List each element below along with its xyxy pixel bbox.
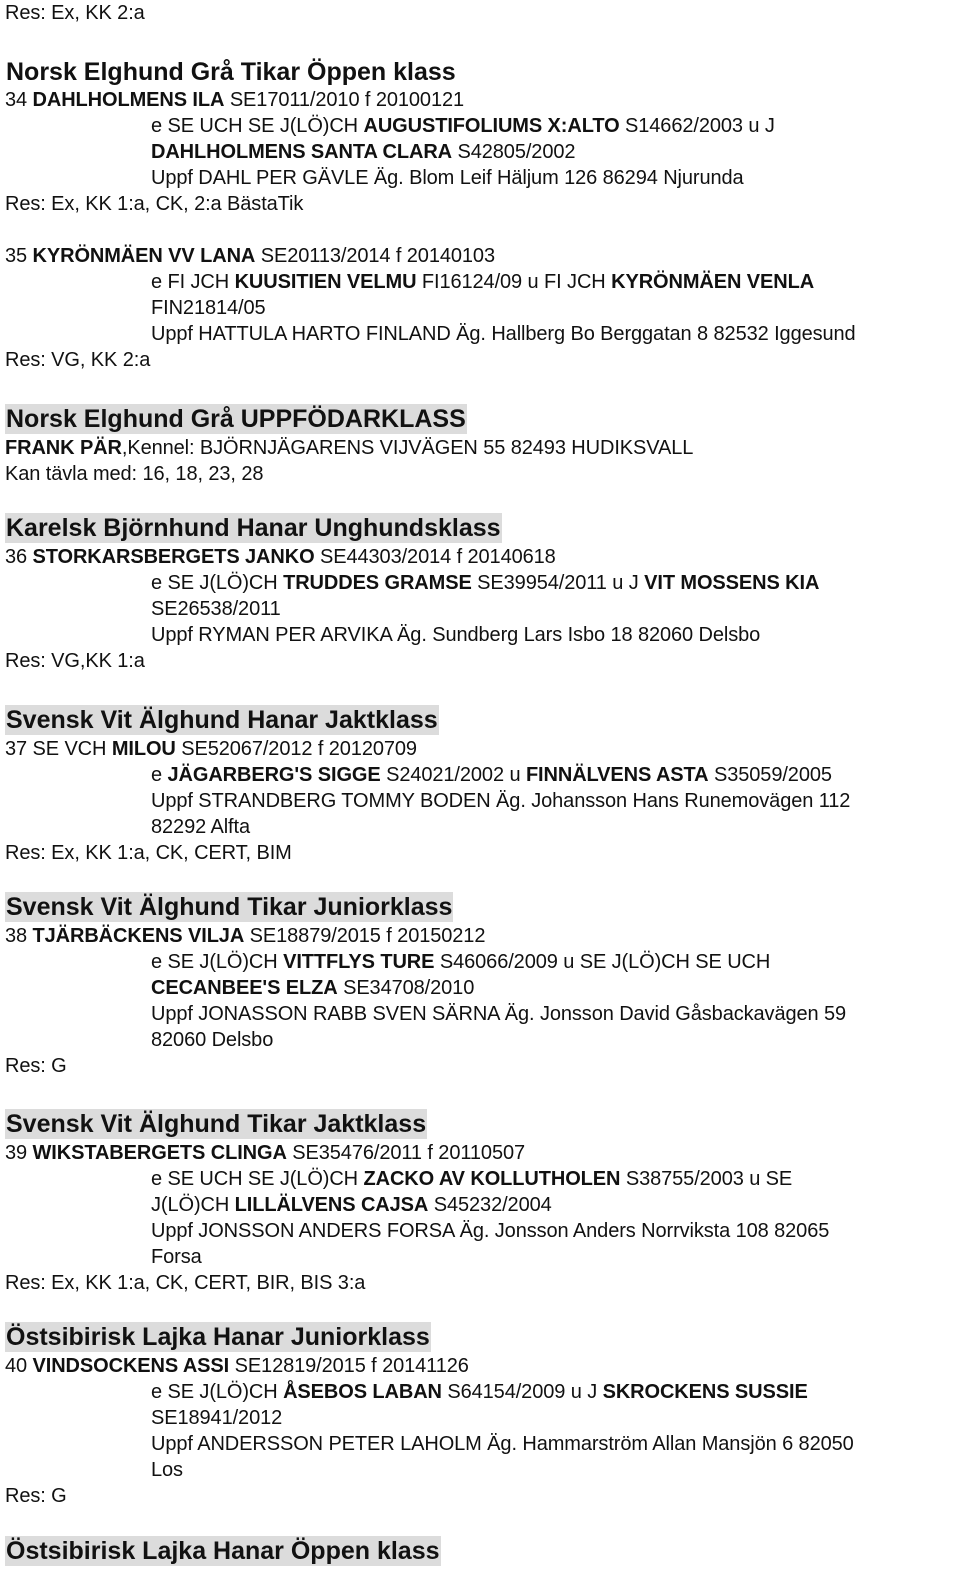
entry-line <box>5 87 464 113</box>
section-heading: Svensk Vit Älghund Tikar Juniorklass <box>6 893 453 921</box>
dam-reg: S45232/2004 <box>433 1194 552 1216</box>
dam-reg-line: FIN21814/05 <box>151 297 266 319</box>
sire-reg: S14662/2003 u J <box>625 115 775 137</box>
sire-reg: S38755/2003 u SE <box>625 1168 793 1190</box>
breeder-name: FRANK PÄR <box>5 437 122 459</box>
entry-number: 39 <box>5 1142 28 1164</box>
dam-name: FINNÄLVENS ASTA <box>525 764 709 786</box>
dam-titles: J(LÖ)CH <box>151 1194 230 1216</box>
compete-with-line: Kan tävla med: 16, 18, 23, 28 <box>5 463 264 485</box>
result-line: Res: VG,KK 1:a <box>5 650 145 672</box>
dog-name: MILOU <box>111 738 176 760</box>
entry-line <box>5 544 556 570</box>
sire-reg: FI16124/09 u FI JCH <box>421 271 606 293</box>
dog-reg: SE44303/2014 f 20140618 <box>320 546 556 568</box>
sire-titles: e SE UCH SE J(LÖ)CH <box>151 1168 359 1190</box>
entry-line <box>5 243 495 269</box>
dam-reg: S35059/2005 <box>713 764 832 786</box>
entry-number: 37 SE VCH <box>5 738 107 760</box>
dam-name: DAHLHOLMENS SANTA CLARA <box>151 141 453 163</box>
sire-line <box>151 1166 792 1192</box>
dog-name: WIKSTABERGETS CLINGA <box>32 1142 287 1164</box>
sire-name: VITTFLYS TURE <box>283 951 435 973</box>
breeder-owner-line: Uppf ANDERSSON PETER LAHOLM Äg. Hammarström Allan Mansjön 6 82050 <box>151 1433 854 1455</box>
entry-number: 34 <box>5 89 28 111</box>
dam-name: KYRÖNMÄEN VENLA <box>611 271 815 293</box>
sire-reg: S24021/2002 u <box>386 764 521 786</box>
sire-reg: S46066/2009 u SE J(LÖ)CH SE UCH <box>439 951 771 973</box>
breeder-owner-line: Uppf DAHL PER GÄVLE Äg. Blom Leif Häljum 126 86294 Njurunda <box>151 167 744 189</box>
result-line: Res: Ex, KK 1:a, CK, CERT, BIR, BIS 3:a <box>5 1272 366 1294</box>
sire-name: JÄGARBERG'S SIGGE <box>167 764 381 786</box>
result-line: Res: Ex, KK 1:a, CK, CERT, BIM <box>5 842 292 864</box>
sire-titles: e SE J(LÖ)CH <box>151 951 278 973</box>
dog-name: VINDSOCKENS ASSI <box>32 1355 230 1377</box>
dam-name: CECANBEE'S ELZA <box>151 977 338 999</box>
result-line: Res: VG, KK 2:a <box>5 349 151 371</box>
breeder-owner-line-cont: 82292 Alfta <box>151 816 250 838</box>
dog-reg: SE17011/2010 f 20100121 <box>229 89 465 111</box>
dam-reg-line: SE18941/2012 <box>151 1407 283 1429</box>
breeder-owner-line-cont: Los <box>151 1459 183 1481</box>
entry-number: 40 <box>5 1355 28 1377</box>
dog-name: TJÄRBÄCKENS VILJA <box>32 925 245 947</box>
result-line: Res: Ex, KK 1:a, CK, 2:a BästaTik <box>5 193 304 215</box>
dog-reg: SE20113/2014 f 20140103 <box>260 245 495 267</box>
dam-line <box>151 975 474 1001</box>
sire-line <box>151 949 770 975</box>
sire-name: AUGUSTIFOLIUMS X:ALTO <box>363 115 620 137</box>
sire-name: KUUSITIEN VELMU <box>234 271 417 293</box>
breeder-owner-line-cont: Forsa <box>151 1246 202 1268</box>
sire-titles: e SE J(LÖ)CH <box>151 572 278 594</box>
sire-titles: e SE J(LÖ)CH <box>151 1381 278 1403</box>
section-heading: Norsk Elghund Grå UPPFÖDARKLASS <box>6 405 466 433</box>
dog-reg: SE12819/2015 f 20141126 <box>234 1355 469 1377</box>
sire-line <box>151 113 775 139</box>
result-line: Res: Ex, KK 2:a <box>5 2 145 24</box>
sire-reg: S64154/2009 u J <box>447 1381 598 1403</box>
kennel-info: ,Kennel: BJÖRNJÄGARENS VIJVÄGEN 55 82493 HUDIKSVALL <box>121 437 694 459</box>
dam-name: LILLÄLVENS CAJSA <box>234 1194 429 1216</box>
entry-line <box>5 923 485 949</box>
section-heading: Östsibirisk Lajka Hanar Juniorklass <box>6 1323 430 1351</box>
breeder-line <box>5 435 693 461</box>
sire-titles: e FI JCH <box>151 271 230 293</box>
dam-name: SKROCKENS SUSSIE <box>602 1381 808 1403</box>
breeder-owner-line: Uppf JONSSON ANDERS FORSA Äg. Jonsson Anders Norrviksta 108 82065 <box>151 1220 830 1242</box>
dam-line <box>151 139 575 165</box>
sire-name: TRUDDES GRAMSE <box>283 572 472 594</box>
dog-reg: SE52067/2012 f 20120709 <box>181 738 417 760</box>
result-line: Res: G <box>5 1485 67 1507</box>
entry-number: 36 <box>5 546 28 568</box>
entry-line <box>5 1140 525 1166</box>
dog-name: DAHLHOLMENS ILA <box>32 89 225 111</box>
dam-line <box>151 1192 552 1218</box>
breeder-owner-line: Uppf JONASSON RABB SVEN SÄRNA Äg. Jonsson David Gåsbackavägen 59 <box>151 1003 847 1025</box>
sire-line <box>151 570 819 596</box>
dog-reg: SE35476/2011 f 20110507 <box>292 1142 526 1164</box>
section-heading: Svensk Vit Älghund Hanar Jaktklass <box>6 706 438 734</box>
sire-line <box>151 762 832 788</box>
entry-number: 38 <box>5 925 28 947</box>
dam-name: VIT MOSSENS KIA <box>644 572 820 594</box>
dog-name: STORKARSBERGETS JANKO <box>32 546 315 568</box>
dam-reg-line: SE26538/2011 <box>151 598 281 620</box>
section-heading: Norsk Elghund Grå Tikar Öppen klass <box>6 58 456 86</box>
dog-reg: SE18879/2015 f 20150212 <box>249 925 486 947</box>
section-heading: Svensk Vit Älghund Tikar Jaktklass <box>6 1110 427 1138</box>
breeder-owner-line-cont: 82060 Delsbo <box>151 1029 274 1051</box>
breeder-owner-line: Uppf HATTULA HARTO FINLAND Äg. Hallberg Bo Berggatan 8 82532 Iggesund <box>151 323 856 345</box>
section-heading: Karelsk Björnhund Hanar Unghundsklass <box>6 514 501 542</box>
dog-name: KYRÖNMÄEN VV LANA <box>32 245 256 267</box>
sire-name: ZACKO AV KOLLUTHOLEN <box>363 1168 621 1190</box>
sire-line <box>151 269 814 295</box>
sire-titles: e <box>151 764 163 786</box>
entry-number: 35 <box>5 245 28 267</box>
dam-reg: SE34708/2010 <box>343 977 475 999</box>
result-line: Res: G <box>5 1055 67 1077</box>
entry-line <box>5 1353 469 1379</box>
breeder-owner-line: Uppf RYMAN PER ARVIKA Äg. Sundberg Lars Isbo 18 82060 Delsbo <box>151 624 761 646</box>
sire-titles: e SE UCH SE J(LÖ)CH <box>151 115 359 137</box>
sire-line <box>151 1379 808 1405</box>
breeder-owner-line: Uppf STRANDBERG TOMMY BODEN Äg. Johansson Hans Runemovägen 112 <box>151 790 851 812</box>
dam-reg: S42805/2002 <box>457 141 576 163</box>
sire-reg: SE39954/2011 u J <box>477 572 639 594</box>
entry-line <box>5 736 417 762</box>
section-heading: Östsibirisk Lajka Hanar Öppen klass <box>6 1537 440 1565</box>
sire-name: ÅSEBOS LABAN <box>283 1381 442 1403</box>
